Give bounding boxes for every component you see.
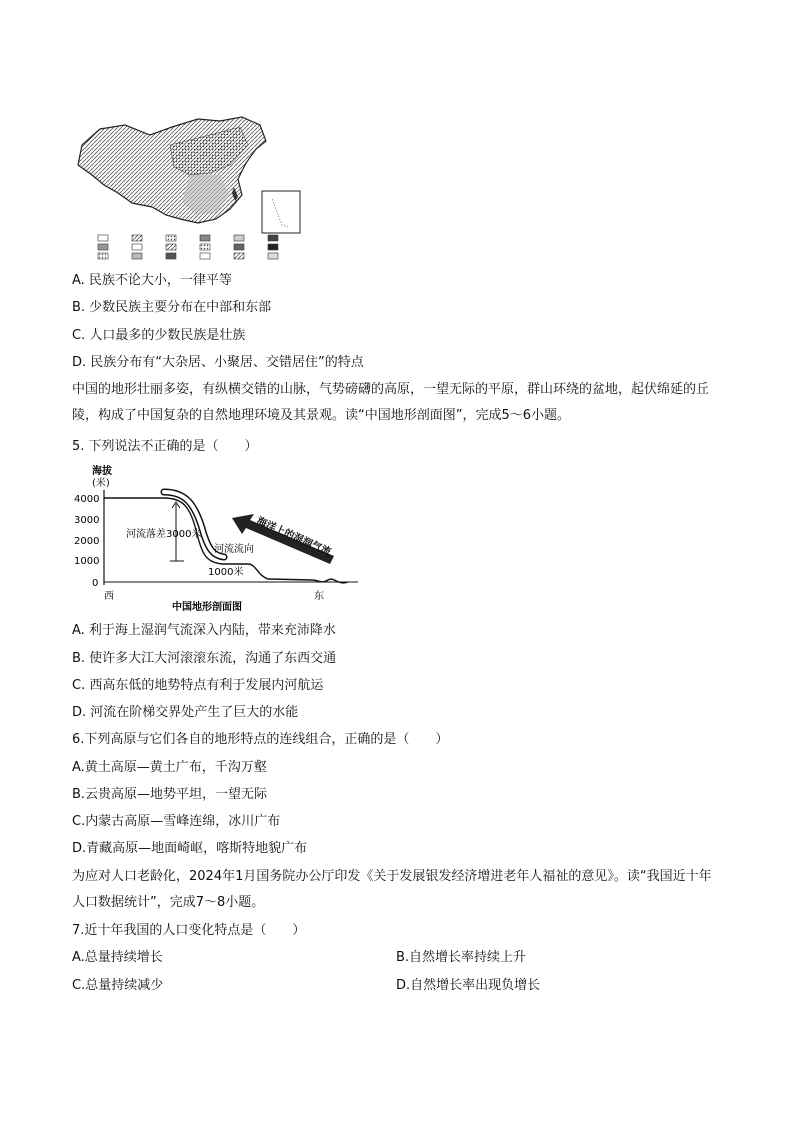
q6-option-b: B.云贵高原—地势平坦，一望无际: [72, 787, 268, 802]
q5-stem: 5. 下列说法不正确的是（ ）: [72, 439, 258, 454]
ytick-0: 0: [92, 578, 99, 589]
terrain-profile-figure: [72, 460, 362, 615]
ytick-2000: 2000: [74, 536, 100, 547]
q7-option-b: B.自然增长率持续上升: [396, 950, 527, 965]
q6-option-d: D.青藏高原—地面崎岖，喀斯特地貌广布: [72, 841, 308, 856]
q7-option-c: C.总量持续减少: [72, 978, 164, 993]
ethnic-distribution-map: [70, 115, 306, 265]
passage-terrain: 中国的地形壮丽多姿，有纵横交错的山脉，气势磅礴的高原，一望无际的平原，群山环绕的盆地，起伏绵延的丘陵，构成了中国复杂的自然地理环境及其景观。读“中国地形剖面图”，完成5～6小题。: [72, 382, 710, 423]
map-legend: [98, 235, 278, 259]
q4-option-a: A. 民族不论大小，一律平等: [72, 273, 232, 288]
airflow-arrow: [232, 514, 334, 564]
ytick-4000: 4000: [74, 494, 100, 505]
q5-option-a: A. 利于海上湿润气流深入内陆，带来充沛降水: [72, 623, 336, 638]
q5-option-b: B. 使许多大江大河滚滚东流，沟通了东西交通: [72, 651, 337, 666]
ytick-3000: 3000: [74, 515, 100, 526]
airflow-label: 海洋上的湿润气流: [254, 515, 333, 559]
ytick-1000: 1000: [74, 556, 100, 567]
q7-option-a: A.总量持续增长: [72, 950, 163, 965]
east-label: 东: [314, 591, 324, 602]
q6-option-a: A.黄土高原—黄土广布，千沟万壑: [72, 760, 267, 775]
q5-option-c: C. 西高东低的地势特点有利于发展内河航运: [72, 678, 324, 693]
passage-aging: 为应对人口老龄化，2024年1月国务院办公厅印发《关于发展银发经济增进老年人福祉的意见》。读“我国近十年人口数据统计”，完成7～8小题。: [72, 869, 712, 910]
q4-option-c: C. 人口最多的少数民族是壮族: [72, 328, 246, 343]
q6-option-c: C.内蒙古高原—雪峰连绵，冰川广布: [72, 814, 281, 829]
q7-option-d: D.自然增长率出现负增长: [396, 978, 541, 993]
flow-label: 河流流向: [214, 544, 254, 555]
q7-stem: 7.近十年我国的人口变化特点是（ ）: [72, 923, 306, 938]
drop-label: 河流落差3000米: [126, 529, 202, 540]
west-label: 西: [104, 591, 114, 602]
profile-ylabel-2: (米): [92, 478, 110, 489]
q4-option-b: B. 少数民族主要分布在中部和东部: [72, 300, 272, 315]
step-label: 1000米: [208, 567, 244, 578]
q4-option-d: D. 民族分布有“大杂居、小聚居、交错居住”的特点: [72, 355, 364, 370]
profile-ylabel-1: 海拔: [92, 466, 112, 477]
q5-option-d: D. 河流在阶梯交界处产生了巨大的水能: [72, 705, 299, 720]
profile-caption: 中国地形剖面图: [172, 602, 242, 613]
q6-stem: 6.下列高原与它们各自的地形特点的连线组合，正确的是（ ）: [72, 732, 449, 747]
